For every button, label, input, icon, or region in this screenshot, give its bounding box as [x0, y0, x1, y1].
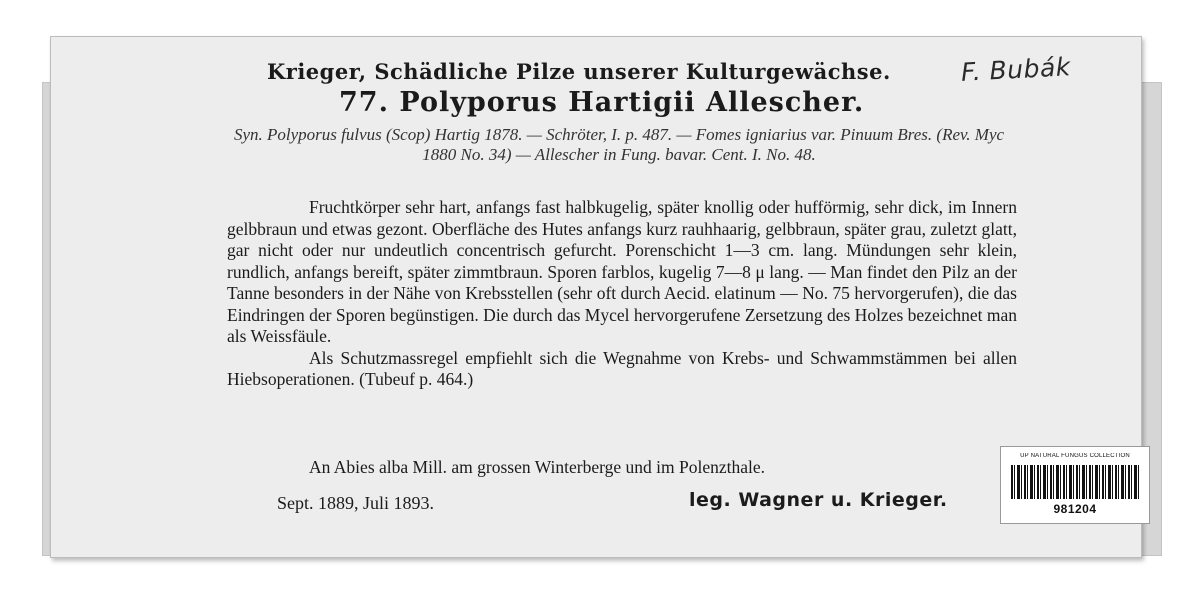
specimen-label	[50, 36, 1142, 558]
synonyms-text: Syn. Polyporus fulvus (Scop) Hartig 1878. — Schröter, I. p. 487. — Fomes igniarius var. Pinuum Bres. (Rev. Myc 1880 No. 34) — Allescher in Fung. bavar. Cent. I. No. 48.	[233, 125, 1005, 164]
description-block	[227, 197, 1017, 391]
species-title: 77. Polyporus Hartigii Allescher.	[339, 87, 865, 118]
barcode-caption: UP NATURAL FUNGUS COLLECTION	[1020, 453, 1130, 459]
barcode-sticker	[1000, 446, 1150, 524]
description-paragraph: Fruchtkörper sehr hart, anfangs fast halbkugelig, später knollig oder hufförmig, sehr dick, im Innern gelbbraun und etwas gezont. Oberfläche des Hutes anfangs kurz rauhhaarig, gelbbraun, später grau, zuletzt glatt, gar nicht oder nur undeutlich concentrisch gefurcht. Porenschicht 1—3 cm. lang. Mündungen sehr klein, rundlich, anfangs bereift, später zimmtbraun. Sporen farblos, kugelig 7—8 μ lang. — Man findet den Pilz an der Tanne besonders in der Nähe von Krebsstellen (sehr oft durch Aecid. elatinum — No. 75 hervorgerufen), die das Eindringen der Sporen begünstigen. Die durch das Mycel hervorgerufene Zersetzung des Holzes bezeichnet man als Weissfäule.	[227, 197, 1017, 346]
habitat-line: An Abies alba Mill. am grossen Winterberge und im Polenzthale.	[309, 457, 765, 477]
handwritten-annotation: F. Bubák	[960, 52, 1072, 87]
barcode-number: 981204	[1053, 502, 1097, 516]
collection-date: Sept. 1889, Juli 1893.	[277, 493, 435, 513]
collectors-line: leg. Wagner u. Krieger.	[689, 489, 948, 511]
barcode-icon	[1011, 465, 1139, 499]
series-header: Krieger, Schädliche Pilze unserer Kulturgewächse.	[267, 59, 891, 84]
description-paragraph: Als Schutzmassregel empfiehlt sich die Wegnahme von Krebs- und Schwammstämmen bei allen Hiebsoperationen. (Tubeuf p. 464.)	[227, 347, 1017, 389]
